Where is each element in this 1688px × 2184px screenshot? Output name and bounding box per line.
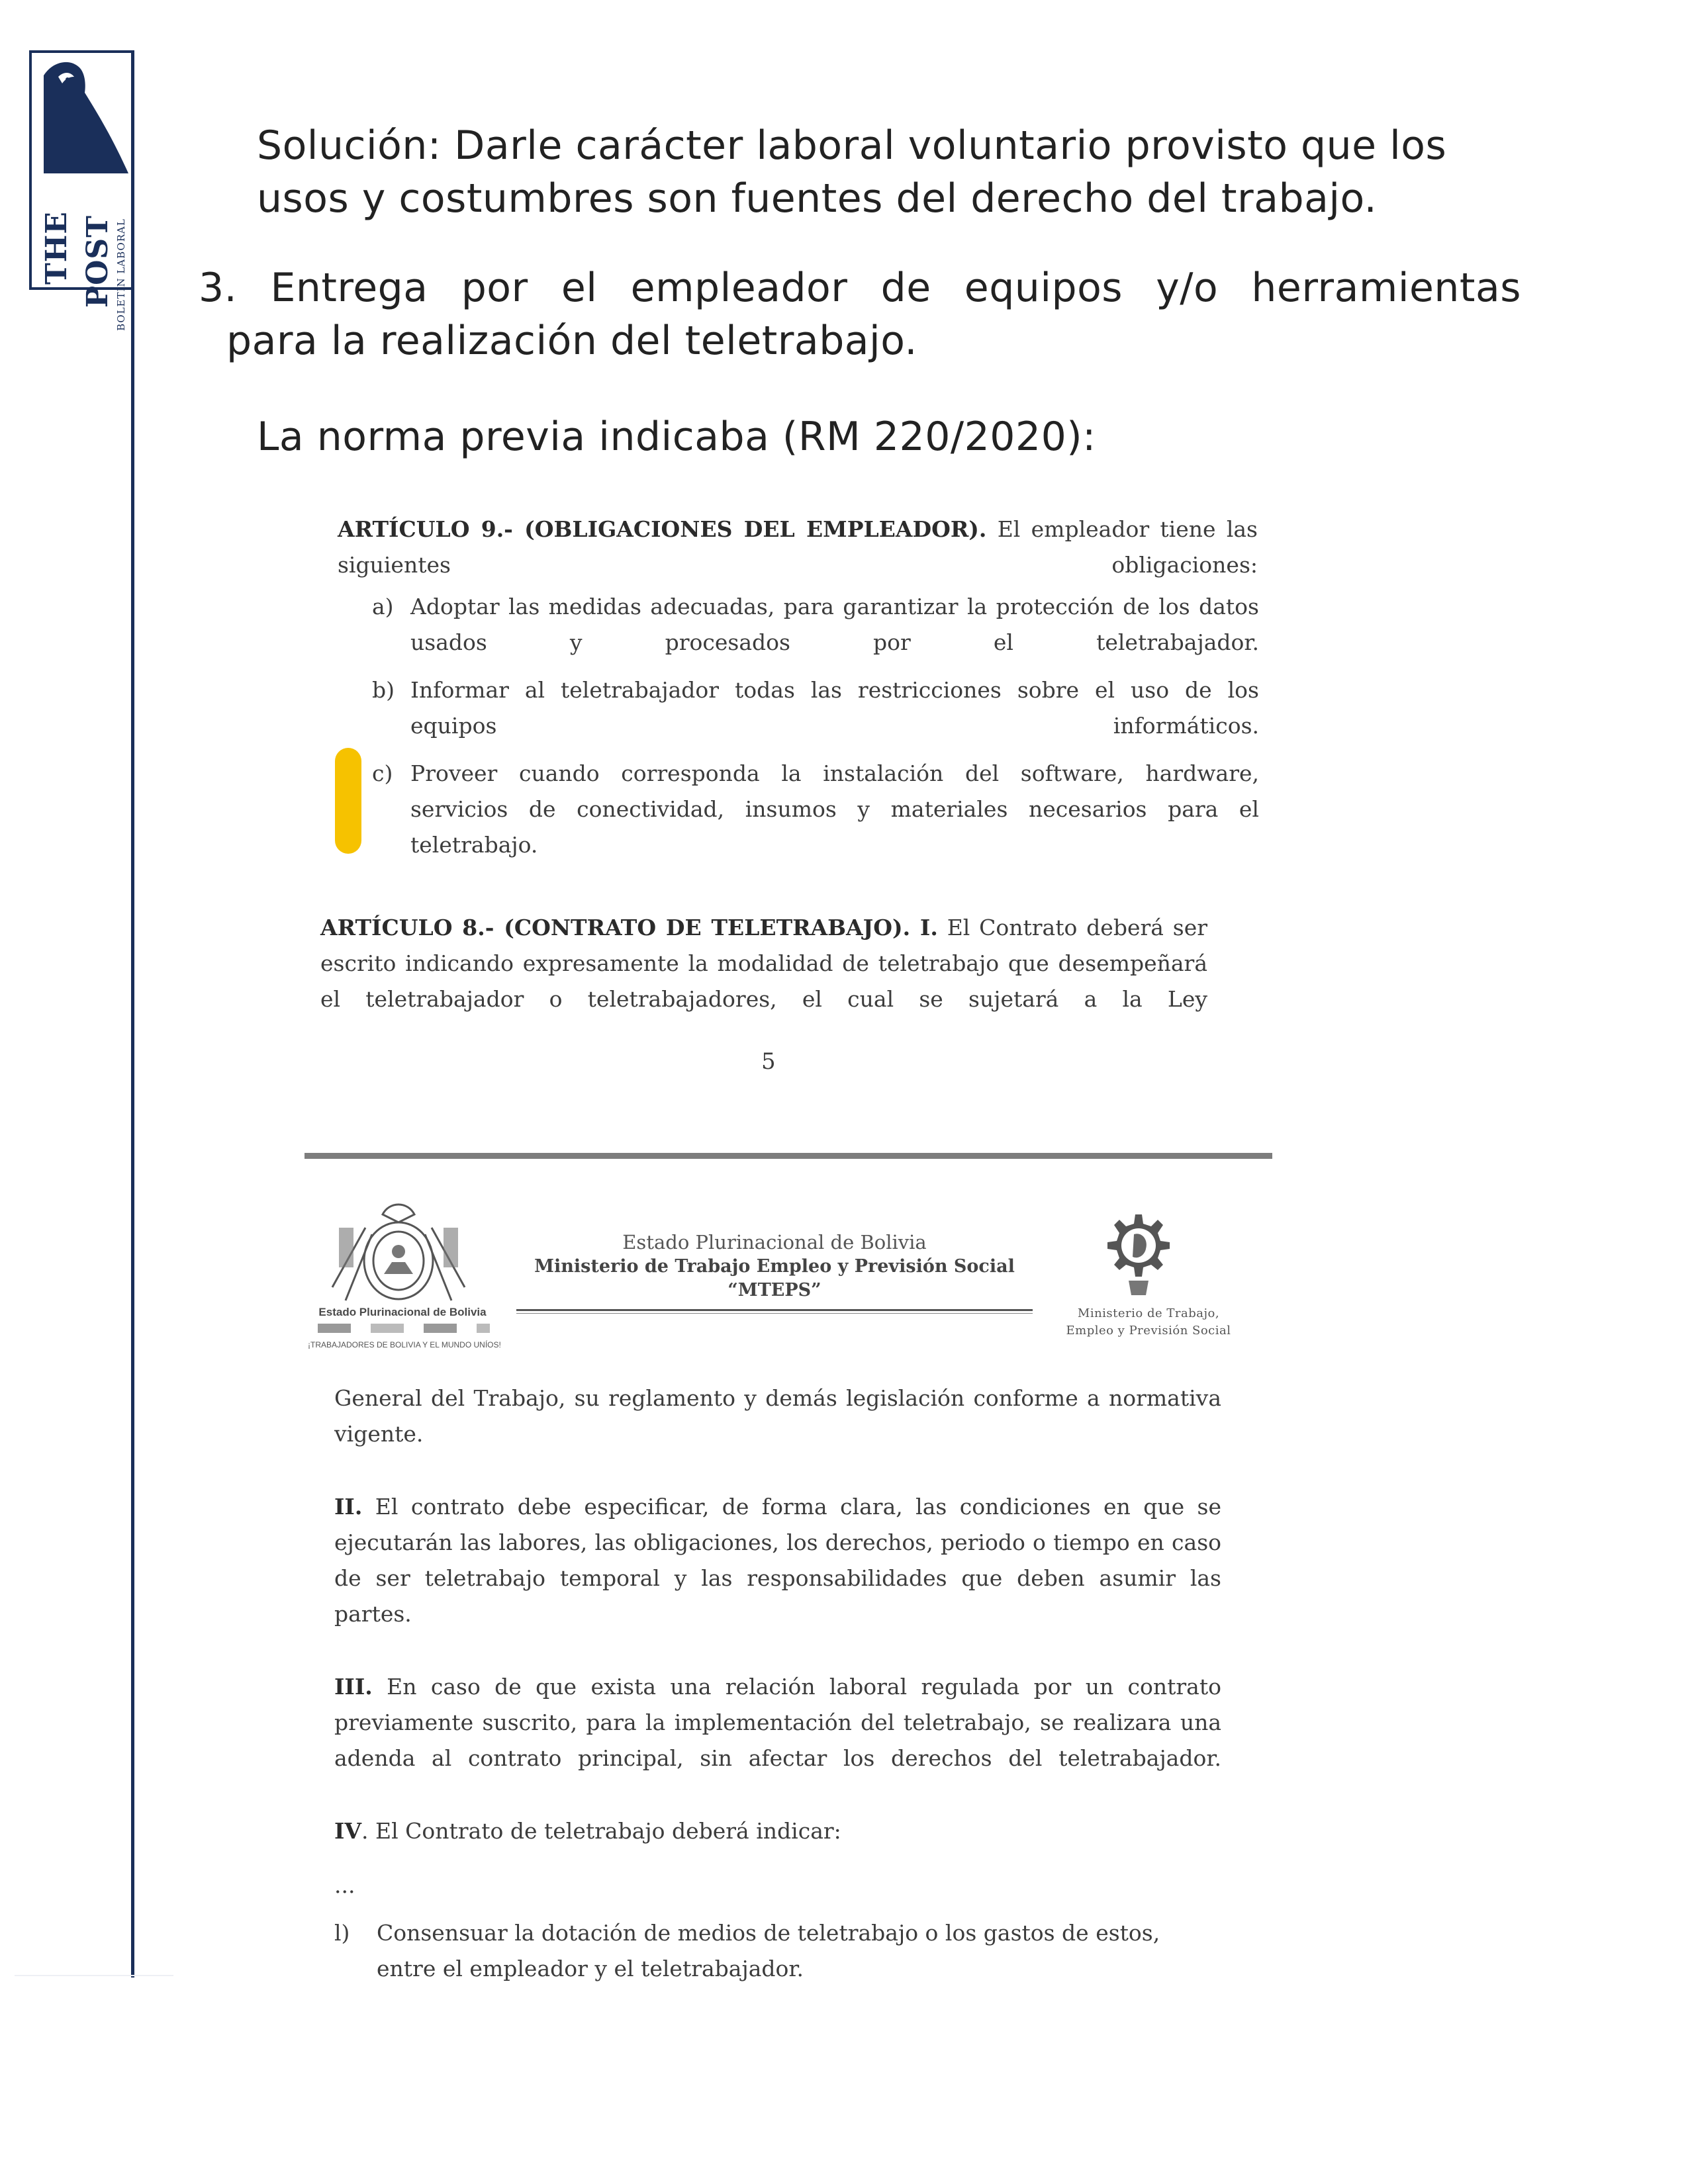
item-3-word: y/o bbox=[1156, 265, 1219, 311]
norma-previa-paragraph: La norma previa indicaba (RM 220/2020): bbox=[257, 414, 1096, 460]
vertical-rule bbox=[131, 50, 134, 1978]
item-number: 3. bbox=[199, 265, 238, 311]
item-3-line1 bbox=[199, 261, 1521, 314]
brand-logo bbox=[29, 50, 134, 331]
item-3-word: de bbox=[880, 265, 931, 311]
numbered-item-3 bbox=[199, 261, 1523, 367]
flag-strip-icon bbox=[311, 1324, 496, 1333]
crest-caption: Estado Plurinacional de Bolivia bbox=[318, 1306, 487, 1318]
mteps-gear-logo-icon bbox=[1096, 1208, 1175, 1300]
page-number: 5 bbox=[761, 1048, 776, 1075]
list-item-mark: c) bbox=[372, 760, 393, 786]
list-item bbox=[372, 589, 1259, 660]
paragraph-iii-text: En caso de que exista una relación laboral regulada por un contrato previamente suscrito, para la implementación del teletrabajo, se realizara una adenda al contrato principal, sin afectar los derechos del teletrabajador. bbox=[334, 1674, 1221, 1771]
paragraph-ii bbox=[334, 1489, 1221, 1632]
list-item-text: Informar al teletrabajador todas las restricciones sobre el uso de los equipos informáticos. bbox=[410, 677, 1259, 739]
item-3-word: empleador bbox=[630, 265, 848, 311]
paragraph-iv-label: IV bbox=[334, 1818, 362, 1844]
ministry-name: Ministerio de Trabajo Empleo y Previsión Social “MTEPS” bbox=[534, 1256, 1015, 1300]
list-item-text: Adoptar las medidas adecuadas, para garantizar la protección de los datos usados y procesados por el teletrabajador. bbox=[410, 594, 1259, 655]
article-9-intro-text: El empleador tiene las siguientes obligaciones: bbox=[338, 516, 1258, 578]
article-9-heading: ARTÍCULO 9.- (OBLIGACIONES DEL EMPLEADOR). bbox=[338, 516, 987, 542]
bolivia-coat-of-arms-icon bbox=[319, 1188, 478, 1314]
crest-motto: ¡TRABAJADORES DE BOLIVIA Y EL MUNDO UNÍOS! bbox=[308, 1340, 501, 1349]
item-l-mark: l) bbox=[334, 1920, 350, 1946]
brand-subtitle: BOLETÍN LABORAL bbox=[115, 218, 127, 331]
ministry-rule-thin bbox=[516, 1313, 1033, 1314]
article-8-intro bbox=[320, 910, 1207, 1017]
list-item bbox=[372, 756, 1259, 863]
item-3-word: herramientas bbox=[1251, 265, 1521, 311]
item-3-word: por bbox=[461, 265, 528, 311]
paragraph-iv-text: . El Contrato de teletrabajo deberá indicar: bbox=[361, 1818, 841, 1844]
item-l bbox=[334, 1915, 1221, 1987]
paragraph-iv bbox=[334, 1813, 1221, 1849]
mteps-caption-line1: Ministerio de Trabajo, bbox=[1077, 1306, 1220, 1320]
article-9-intro bbox=[338, 512, 1258, 583]
paragraph-iii-label: III. bbox=[334, 1674, 373, 1700]
list-item-mark: b) bbox=[372, 677, 395, 703]
article-8-text-part1: El Contrato deberá ser escrito indicando expresamente la modalidad de teletrabajo que desempeñará el teletrabajador o teletrabajadores, el cual se sujetará a la Ley bbox=[320, 915, 1207, 1012]
ministry-heading bbox=[516, 1230, 1033, 1314]
brand-post: POST bbox=[81, 215, 115, 308]
item-3-word: el bbox=[561, 265, 598, 311]
article-8-text-part2: General del Trabajo, su reglamento y demás legislación conforme a normativa vigente. bbox=[334, 1385, 1221, 1447]
paragraph-iii bbox=[334, 1669, 1221, 1776]
footer-rule bbox=[15, 1975, 173, 1976]
paragraph-ii-text: El contrato debe especificar, de forma clara, las condiciones en que se ejecutarán las labores, las obligaciones, los derechos, periodo o tiempo en caso de ser teletrabajo temporal y las responsabilidades que deben asumir las partes. bbox=[334, 1494, 1221, 1627]
page-separator bbox=[305, 1153, 1272, 1159]
highlight-marker bbox=[335, 748, 361, 854]
obligations-list bbox=[372, 589, 1259, 875]
solution-paragraph: Solución: Darle carácter laboral voluntario provisto que los usos y costumbres son fuentes del derecho del trabajo. bbox=[257, 122, 1447, 222]
article-8-heading: ARTÍCULO 8.- (CONTRATO DE TELETRABAJO). I. bbox=[320, 915, 938, 940]
list-item-mark: a) bbox=[372, 594, 394, 619]
mteps-caption-line2: Empleo y Previsión Social bbox=[1066, 1324, 1231, 1338]
ministry-rule bbox=[516, 1309, 1033, 1311]
paragraph-ii-label: II. bbox=[334, 1494, 363, 1520]
list-item-text: Proveer cuando corresponda la instalación del software, hardware, servicios de conectividad, insumos y materiales necesarios para el teletrabajo. bbox=[410, 760, 1259, 858]
eagle-icon bbox=[38, 57, 131, 176]
item-3-line2: para la realización del teletrabajo. bbox=[226, 318, 917, 364]
brand-the: THE bbox=[40, 211, 73, 285]
item-3-word: equipos bbox=[964, 265, 1123, 311]
item-3-word: Entrega bbox=[270, 265, 428, 311]
item-l-text: Consensuar la dotación de medios de teletrabajo o los gastos de estos, entre el empleador y el teletrabajador. bbox=[377, 1920, 1160, 1981]
mteps-caption bbox=[1053, 1305, 1244, 1340]
state-name: Estado Plurinacional de Bolivia bbox=[622, 1231, 927, 1253]
list-item bbox=[372, 672, 1259, 744]
ellipsis: ... bbox=[334, 1872, 355, 1898]
